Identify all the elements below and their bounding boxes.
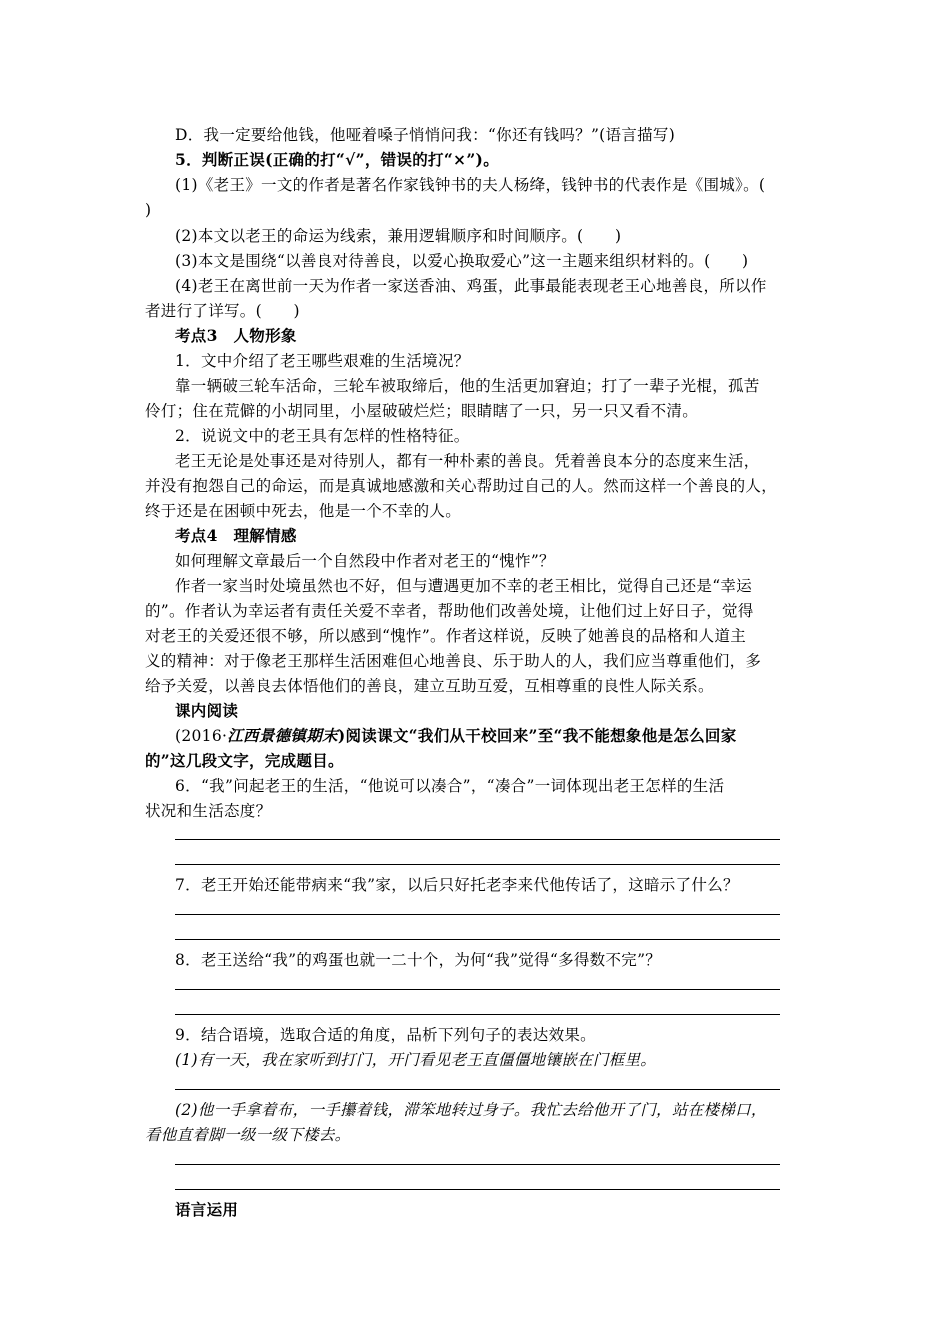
reading-instruction-cont: 的”这几段文字，完成题目。 [145, 751, 344, 770]
question-4: 如何理解文章最后一个自然段中作者对老王的“愧怍”？ [175, 552, 555, 570]
answer-4-cont-1: 的”。作者认为幸运者有责任关爱不幸者，帮助他们改善处境，让他们过上好日子，觉得 [145, 602, 754, 620]
answer-4: 作者一家当时处境虽然也不好，但与遭遇更加不幸的老王相比，觉得自己还是“幸运 [175, 577, 753, 595]
question-6-cont: 状况和生活态度？ [145, 802, 272, 820]
answer-4-cont-2: 对老王的关爱还很不够，所以感到“愧怍”。作者这样说，反映了她善良的品格和人道主 [145, 627, 747, 645]
question-5: 5．判断正误(正确的打“√”，错误的打“×”)。 [175, 150, 499, 169]
q5-item-3: (3)本文是围绕“以善良对待善良，以爱心换取爱心”这一主题来组织材料的。( ) [175, 252, 749, 270]
q5-item-4-cont: 者进行了详写。( ) [145, 302, 300, 320]
q9-sentence-2: (2)他一手拿着布，一手攥着钱，滞笨地转过身子。我忙去给他开了门，站在楼梯口， [175, 1101, 767, 1119]
answer-2: 老王无论是处事还是对待别人，都有一种朴素的善良。凭着善良本分的态度来生活， [175, 452, 760, 470]
reading-instruction: )阅读课文“我们从干校回来”至“我不能想象他是怎么回家 [337, 726, 737, 745]
reading-intro [175, 726, 737, 746]
question-8: 8．老王送给“我”的鸡蛋也就一二十个，为何“我”觉得“多得数不完”？ [175, 951, 662, 969]
question-6: 6．“我”问起老王的生活，“他说可以凑合”，“凑合”一词体现出老王怎样的生活 [175, 777, 725, 795]
answer-4-cont-4: 给予关爱，以善良去体悟他们的善良，建立互助互爱，互相尊重的良性人际关系。 [145, 677, 714, 695]
answer-4-cont-3: 义的精神：对于像老王那样生活困难但心地善良、乐于助人的人，我们应当尊重他们，多 [145, 652, 762, 670]
section-heading-4: 考点4 理解情感 [175, 526, 297, 545]
option-d: D．我一定要给他钱，他哑着嗓子悄悄问我：“你还有钱吗？”(语言描写) [175, 126, 676, 144]
section-heading-language: 语言运用 [175, 1200, 239, 1219]
answer-line[interactable] [175, 1089, 780, 1090]
source-year: (2016· [175, 727, 228, 745]
answer-2-cont-2: 终于还是在困顿中死去，他是一个不幸的人。 [145, 502, 462, 520]
answer-line[interactable] [175, 1164, 780, 1165]
q5-item-2: (2)本文以老王的命运为线索，兼用逻辑顺序和时间顺序。( ) [175, 227, 622, 245]
question-1: 1．文中介绍了老王哪些艰难的生活境况？ [175, 352, 470, 370]
question-2: 2．说说文中的老王具有怎样的性格特征。 [175, 427, 470, 445]
q9-sentence-2-cont: 看他直着脚一级一级下楼去。 [145, 1126, 351, 1144]
answer-2-cont-1: 并没有抱怨自己的命运，而是真诚地感激和关心帮助过自己的人。然而这样一个善良的人， [145, 477, 778, 495]
source-name: 江西景德镇期末 [227, 726, 338, 745]
section-heading-3: 考点3 人物形象 [175, 326, 297, 345]
answer-1-cont: 伶仃；住在荒僻的小胡同里，小屋破破烂烂；眼睛瞎了一只，另一只又看不清。 [145, 402, 699, 420]
q5-item-1: (1)《老王》一文的作者是著名作家钱钟书的夫人杨绛，钱钟书的代表作是《围城》。( [175, 176, 766, 194]
q9-sentence-1: (1)有一天，我在家听到打门，开门看见老王直僵僵地镶嵌在门框里。 [175, 1051, 657, 1069]
q5-item-1-cont: ) [145, 201, 152, 219]
answer-1: 靠一辆破三轮车活命，三轮车被取缔后，他的生活更加窘迫；打了一辈子光棍，孤苦 [175, 377, 760, 395]
answer-line[interactable] [175, 989, 780, 990]
question-9: 9．结合语境，选取合适的角度，品析下列句子的表达效果。 [175, 1026, 596, 1044]
answer-line[interactable] [175, 1014, 780, 1015]
answer-line[interactable] [175, 939, 780, 940]
answer-line[interactable] [175, 914, 780, 915]
answer-line[interactable] [175, 839, 780, 840]
question-7: 7．老王开始还能带病来“我”家，以后只好托老李来代他传话了，这暗示了什么？ [175, 876, 739, 894]
answer-line[interactable] [175, 864, 780, 865]
q5-item-4: (4)老王在离世前一天为作者一家送香油、鸡蛋，此事最能表现老王心地善良，所以作 [175, 277, 767, 295]
answer-line[interactable] [175, 1189, 780, 1190]
section-heading-reading: 课内阅读 [175, 701, 239, 720]
